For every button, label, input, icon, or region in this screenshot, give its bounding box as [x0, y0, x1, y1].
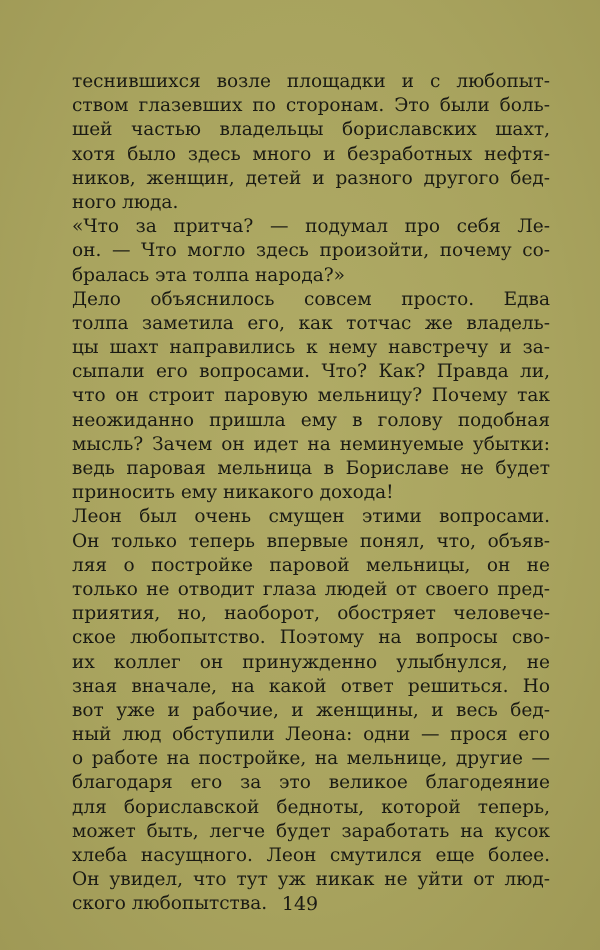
text-line: ством глазевших по сторонам. Это были боль-: [72, 95, 550, 117]
text-line: мысль? Зачем он идет на неминуемые убытки:: [72, 433, 550, 455]
text-line: бралась эта толпа народа?»: [72, 264, 345, 286]
text-line: ный люд обступили Леона: одни — прося его: [72, 724, 550, 746]
text-line: ское любопытство. Поэтому на вопросы сво-: [72, 627, 550, 649]
text-line: неожиданно пришла ему в голову подобная: [72, 409, 550, 431]
text-line: Он увидел, что тут уж никак не уйти от люд-: [72, 869, 550, 891]
text-line: Он только теперь впервые понял, что, объяв-: [72, 530, 550, 552]
text-line: для бориславской бедноты, которой теперь,: [72, 796, 550, 818]
text-line: ляя о постройке паровой мельницы, он не: [72, 554, 550, 576]
text-line: зная вначале, на какой ответ решиться. Но: [72, 675, 550, 697]
text-line: приятия, но, наоборот, обостряет человече-: [72, 603, 550, 625]
text-line: толпа заметила его, как тотчас же владель-: [72, 312, 550, 334]
text-line: «Что за притча? — подумал про себя Ле-: [72, 216, 550, 238]
text-line: теснившихся возле площадки и с любопыт-: [72, 71, 550, 92]
text-line: благодаря его за это великое благодеяние: [72, 772, 550, 794]
body-text: [72, 70, 550, 917]
text-line: вот уже и рабочие, и женщины, и весь бед-: [72, 699, 550, 721]
text-line: может быть, легче будет заработать на кусок: [72, 820, 550, 842]
text-line: цы шахт направились к нему навстречу и за-: [72, 337, 550, 359]
text-line: Леон был очень смущен этими вопросами.: [72, 506, 550, 528]
text-line: он. — Что могло здесь произойти, почему со-: [72, 240, 550, 262]
text-line: о работе на постройке, на мельнице, другие —: [72, 748, 550, 770]
text-line: их коллег он принужденно улыбнулся, не: [72, 651, 550, 673]
text-line: только не отводит глаза людей от своего пред-: [72, 578, 550, 600]
text-line: хотя было здесь много и безработных нефтя-: [72, 143, 550, 165]
text-line: ведь паровая мельница в Бориславе не будет: [72, 458, 550, 479]
text-line: сыпали его вопросами. Что? Как? Правда ли,: [72, 361, 550, 383]
text-line: хлеба насущного. Леон смутился еще более.: [72, 845, 550, 866]
text-line: ников, женщин, детей и разного другого бед-: [72, 167, 550, 189]
page-number: 149: [281, 893, 319, 915]
text-line: приносить ему никакого дохода!: [72, 482, 394, 504]
text-line: что он строит паровую мельницу? Почему так: [72, 385, 550, 407]
text-line: Дело объяснилось совсем просто. Едва: [72, 288, 550, 310]
text-line: ского любопытства.: [72, 893, 268, 915]
text-line: ного люда.: [72, 191, 179, 213]
text-line: шей частью владельцы бориславских шахт,: [72, 119, 550, 141]
